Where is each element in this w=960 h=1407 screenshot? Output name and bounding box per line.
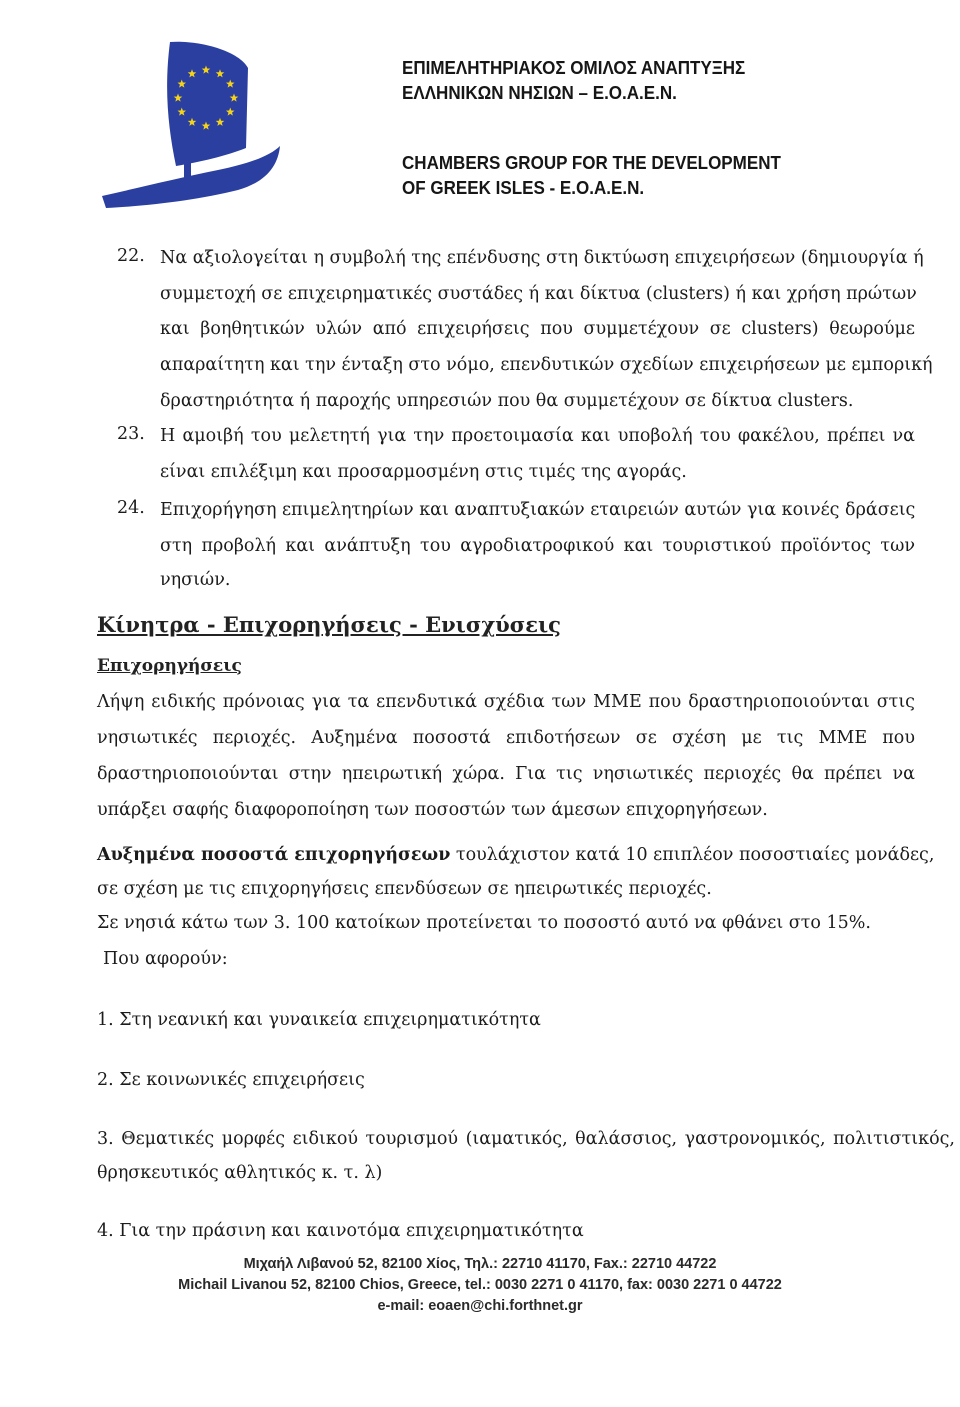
list-item: 1. Στη νεανική και γυναικεία επιχειρηματικότητα [97, 1010, 541, 1030]
item-23-line-1: Η αμοιβή του μελετητή για την προετοιμασία και υποβολή του φακέλου, πρέπει να [160, 426, 915, 446]
item-24-line-3: νησιών. [160, 570, 231, 590]
item-23-line-2: είναι επιλέξιμη και προσαρμοσμένη στις τιμές της αγοράς. [160, 462, 687, 482]
item-22-line-2: συμμετοχή σε επιχειρηματικές συστάδες ή και δίκτυα (clusters) ή και χρήση πρώτων [160, 284, 917, 304]
footer-email: e-mail: eoaen@chi.forthnet.gr [377, 1298, 583, 1314]
list-item: 3. Θεματικές μορφές ειδικού τουρισμού (ιαματικός, θαλάσσιος, γαστρονομικός, πολιτιστικός, [97, 1129, 955, 1149]
letterhead [0, 0, 960, 225]
item-number: 22. [117, 246, 145, 266]
org-greek-line-1: ΕΠΙΜΕΛΗΤΗΡΙΑΚΟΣ ΟΜΙΛΟΣ ΑΝΑΠΤΥΞΗΣ [402, 57, 746, 78]
paragraph-1-line-2: νησιωτικές περιοχές. Αυξημένα ποσοστά επιδοτήσεων σε σχέση με τις ΜΜΕ που [97, 728, 915, 748]
paragraph-2-line-1 [97, 843, 935, 867]
footer-address-english: Michail Livanou 52, 82100 Chios, Greece, tel.: 0030 2271 0 41170, fax: 0030 2271 0 44722 [178, 1277, 782, 1293]
list-item-continuation: θρησκευτικός αθλητικός κ. τ. λ) [97, 1163, 383, 1183]
org-english-line-2: OF GREEK ISLES - E.O.A.E.N. [402, 177, 645, 198]
org-english-line-1: CHAMBERS GROUP FOR THE DEVELOPMENT [402, 152, 781, 173]
subsection-title: Επιχορηγήσεις [97, 656, 242, 676]
paragraph-2-line-2: σε σχέση με τις επιχορηγήσεις επενδύσεων σε ηπειρωτικές περιοχές. [97, 879, 712, 899]
eu-stars-ship-logo-icon [98, 38, 288, 213]
list-item: 2. Σε κοινωνικές επιχειρήσεις [97, 1070, 365, 1090]
item-22-line-1: Να αξιολογείται η συμβολή της επένδυσης στη δικτύωση επιχειρήσεων (δημιουργία ή [160, 248, 924, 268]
item-22-line-5: δραστηριότητα ή παροχής υπηρεσιών που θα συμμετέχουν σε δίκτυα clusters. [160, 391, 854, 411]
paragraph-2-line-4: Που αφορούν: [103, 949, 228, 969]
item-24-line-1: Επιχορήγηση επιμελητηρίων και αναπτυξιακών εταιρειών αυτών για κοινές δράσεις [160, 500, 916, 520]
section-title: Κίνητρα - Επιχορηγήσεις - Ενισχύσεις [97, 612, 561, 637]
item-22-line-3: και βοηθητικών υλών από επιχειρήσεις που συμμετέχουν σε clusters) θεωρούμε [160, 319, 915, 339]
item-22-line-4: απαραίτητη και την ένταξη στο νόμο, επενδυτικών σχεδίων επιχειρήσεων με εμπορική [160, 355, 933, 375]
paragraph-1-line-1: Λήψη ειδικής πρόνοιας για τα επενδυτικά σχέδια των ΜΜΕ που δραστηριοποιούνται στις [97, 692, 915, 712]
item-24-line-2: στη προβολή και ανάπτυξη του αγροδιατροφικού και τουριστικού προϊόντος των [160, 536, 915, 556]
item-number: 23. [117, 424, 145, 444]
paragraph-1-line-4: υπάρξει σαφής διαφοροποίηση των ποσοστών των άμεσων επιχορηγήσεων. [97, 800, 768, 820]
organization-name-english [402, 150, 781, 200]
org-greek-line-2: ΕΛΛΗΝΙΚΩΝ ΝΗΣΙΩΝ – Ε.Ο.Α.Ε.Ν. [402, 82, 677, 103]
paragraph-2-line-3: Σε νησιά κάτω των 3. 100 κατοίκων προτείνεται το ποσοστό αυτό να φθάνει στο 15%. [97, 913, 871, 933]
item-number: 24. [117, 498, 145, 518]
footer-address-greek: Μιχαήλ Λιβανού 52, 82100 Χίος, Τηλ.: 22710 41170, Fax.: 22710 44722 [243, 1256, 717, 1272]
organization-name-greek [402, 55, 745, 105]
paragraph-2-line-1-rest: τουλάχιστον κατά 10 επιπλέον ποσοστιαίες μονάδες, [450, 845, 935, 865]
list-item: 4. Για την πράσινη και καινοτόμα επιχειρηματικότητα [97, 1221, 584, 1241]
bold-lead: Αυξημένα ποσοστά επιχορηγήσεων [97, 845, 451, 865]
paragraph-1-line-3: δραστηριοποιούνται στην ηπειρωτική χώρα. Για τις νησιωτικές περιοχές θα πρέπει να [97, 764, 915, 784]
